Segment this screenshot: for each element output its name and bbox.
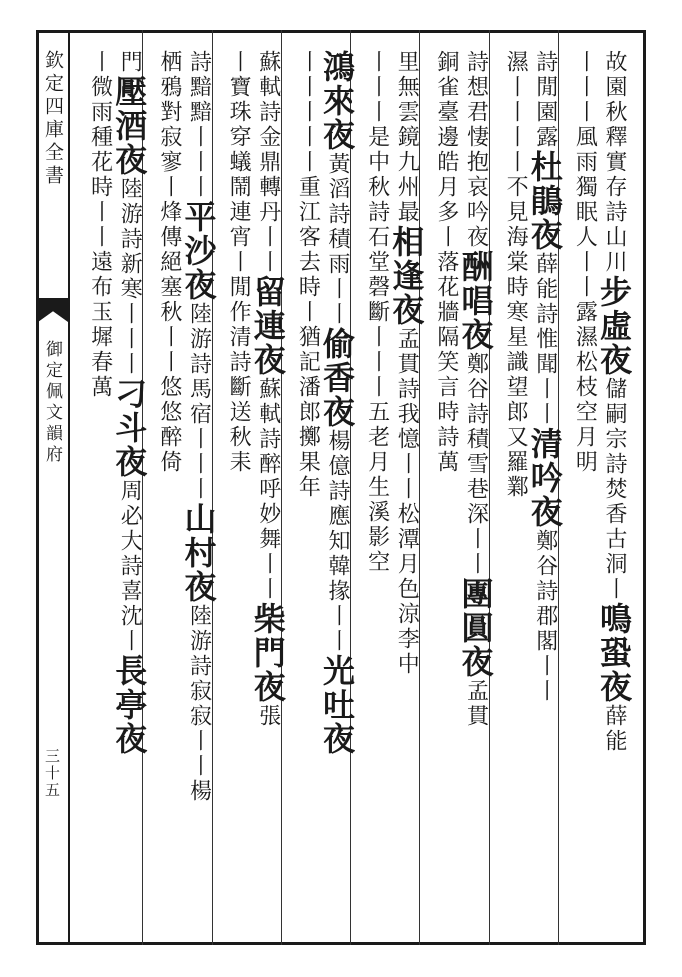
headword: 鴻來夜 (318, 50, 356, 152)
page-number: 三十五 (43, 748, 61, 799)
headword: 鳴蛩夜 (595, 602, 633, 704)
body-text: 蘇軾詩醉呼妙舞丨丨 (255, 377, 281, 602)
headword: 長亭夜 (110, 654, 149, 756)
text-column (563, 50, 596, 930)
headword: 酬唱夜 (456, 250, 495, 352)
body-text: 丨丨丨丨丨重江客去時 (295, 50, 321, 300)
body-text: 丨 (602, 577, 627, 602)
body-text: 寒星識望郎又羅鄴 (503, 300, 529, 500)
body-text: 詩石堂磬斷丨丨丨五老月生溪影空 (364, 200, 390, 575)
body-text: 詩想君悽抱哀吟夜 (463, 50, 489, 250)
body-text: 儲嗣宗詩焚香古洞 (602, 377, 627, 577)
text-column (355, 50, 388, 930)
body-text: 孟貫詩我憶丨丨松潭月色涼李中 (394, 327, 420, 677)
body-text: 詩閒園露 (532, 50, 558, 150)
section-title: 御定佩文韻府 (42, 340, 62, 466)
headword: 光吐夜 (318, 654, 356, 756)
body-text: 丨寶珠穿蟻鬧連宵 (226, 50, 252, 250)
text-column (456, 50, 495, 930)
body-text: 丨落花牆隔笑言時 (433, 225, 459, 425)
body-text: 丨丨露濕松枝空月明 (572, 250, 598, 475)
body-text: 鄭谷詩積雪巷深丨丨 (463, 352, 489, 577)
body-text: 濕丨丨丨 (503, 50, 529, 150)
headword: 刁斗夜 (110, 377, 149, 479)
body-text: 耒 (226, 450, 252, 475)
text-column (494, 50, 527, 930)
headword: 留連夜 (248, 275, 287, 377)
text-column (78, 50, 111, 930)
headword: 偷香夜 (318, 327, 356, 429)
body-text: 蘇軾詩金鼎轉丹丨丨 (255, 50, 281, 275)
headword: 平沙夜 (179, 200, 218, 302)
body-text: 丨微雨種花時 (87, 50, 113, 200)
text-column (248, 50, 287, 930)
text-column (318, 50, 356, 930)
body-text: 楊億詩應知韓掾丨丨 (325, 429, 350, 654)
text-column (147, 50, 180, 930)
body-text: 丨丨丨風雨獨眠人 (572, 50, 598, 250)
body-text: 黃滔詩積雨丨丨 (325, 152, 350, 327)
body-text: 孟貫 (463, 679, 489, 729)
text-column (595, 50, 633, 930)
body-text: 丨不見海棠時 (503, 150, 529, 300)
text-column (110, 50, 149, 930)
body-text: 丨丨丨是中秋 (364, 50, 390, 200)
text-column (525, 50, 564, 930)
body-text: 周必大詩喜沈丨 (117, 479, 143, 654)
body-text: 薛能詩惟聞丨丨 (532, 252, 558, 427)
body-text: 鄭谷詩郡閣丨丨 (532, 529, 558, 704)
body-text: 栖鴉對寂寥 (156, 50, 182, 175)
headword: 杜鵑夜 (525, 150, 564, 252)
body-text: 薛能 (602, 704, 627, 754)
headword: 壓酒夜 (110, 75, 149, 177)
body-text: 陸游詩新寒丨丨丨 (117, 177, 143, 377)
body-text: 丨閒作清詩斷送秋 (226, 250, 252, 450)
headword: 步虛夜 (595, 275, 633, 377)
body-text: 丨烽傳絕塞秋 (156, 175, 182, 325)
headword: 柴門夜 (248, 602, 287, 704)
headword: 團圓夜 (456, 577, 495, 679)
body-text: 詩萬 (433, 425, 459, 475)
body-text: 張 (255, 704, 281, 729)
headword: 山村夜 (179, 502, 218, 604)
body-text: 銅雀臺邊皓月多 (433, 50, 459, 225)
body-text: 丨丨悠悠醉倚 (156, 325, 182, 475)
body-text: 丨猶記潘郎擲果年 (295, 300, 321, 500)
headword: 清吟夜 (525, 427, 564, 529)
headword: 相逢夜 (387, 225, 426, 327)
body-text: 陸游詩馬宿丨丨丨 (186, 302, 212, 502)
body-text: 丨丨遠布玉墀春 (87, 200, 113, 375)
body-text: 楊 (186, 779, 212, 804)
body-text: 門 (117, 50, 143, 75)
body-text: 里無雲鏡九州最 (394, 50, 420, 225)
body-text: 詩黯黯丨丨丨 (186, 50, 212, 200)
text-column (424, 50, 457, 930)
body-text: 故園秋釋實存詩山川 (602, 50, 627, 275)
text-column (179, 50, 218, 930)
text-column (217, 50, 250, 930)
body-text: 萬 (87, 375, 113, 400)
book-title: 欽定四庫全書 (42, 50, 64, 188)
text-column (286, 50, 319, 930)
text-column (387, 50, 426, 930)
body-text: 陸游詩寂寂丨丨 (186, 604, 212, 779)
